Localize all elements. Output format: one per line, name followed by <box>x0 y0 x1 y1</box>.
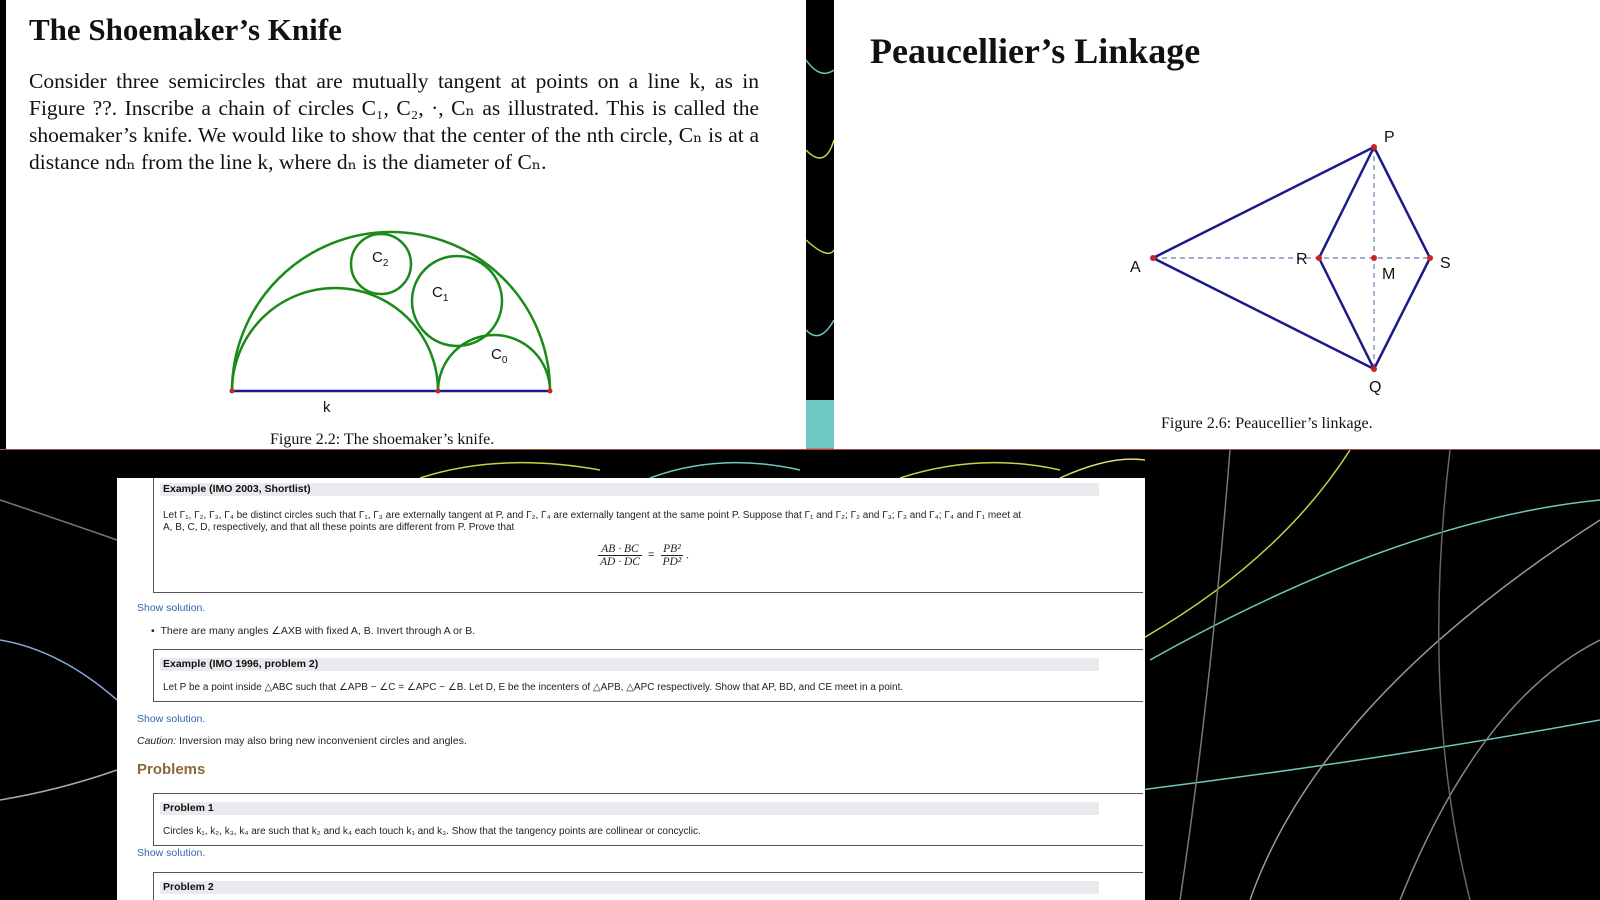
point-p <box>1371 144 1377 150</box>
slide-paragraph: Consider three semicircles that are mutually tangent at points on a line k, as in Figure ??. Inscribe a chain of circles C₁, C₂, ·, Cₙ as illustrated. This is called the shoemaker’s knife. We would like to show that the center of the nth circle, Cₙ is at a distance ndₙ from the line k, where dₙ is the diameter of Cₙ. <box>29 69 759 174</box>
shoemakers-knife-figure <box>6 220 806 430</box>
caution-note <box>137 735 467 747</box>
slide-title: The Shoemaker’s Knife <box>29 12 342 47</box>
fraction-left-numerator: AB · BC <box>598 543 642 556</box>
label-k: k <box>323 399 331 416</box>
display-equation <box>598 543 689 568</box>
peaucellier-figure <box>834 0 1600 449</box>
hint-text: There are many angles ∠AXB with fixed A, B. Invert through A or B. <box>160 625 476 637</box>
point-r <box>1316 255 1322 261</box>
point-q <box>1371 366 1377 372</box>
problems-heading: Problems <box>137 761 206 778</box>
label-a: A <box>1130 259 1141 276</box>
point-a <box>1150 255 1156 261</box>
label-p: P <box>1384 129 1395 146</box>
caution-text: Inversion may also bring new inconvenient circles and angles. <box>176 735 467 747</box>
equals-sign: = <box>648 549 655 562</box>
left-semicircle <box>232 288 438 391</box>
label-m: M <box>1382 266 1396 283</box>
example-heading: Example (IMO 1996, problem 2) <box>160 658 1099 671</box>
caution-label: Caution: <box>137 735 177 747</box>
point-m <box>1371 255 1377 261</box>
fraction-left-denominator: AD · DC <box>600 556 640 568</box>
point-right <box>548 389 553 394</box>
problem-statement: Circles k₁, k₂, k₃, k₄ are such that k₂ and k₄ each touch k₁ and k₃. Show that the tangency points are collinear or concyclic. <box>163 826 701 837</box>
slide-shoemakers-knife <box>0 0 806 449</box>
point-left <box>230 389 235 394</box>
figure-caption: Figure 2.2: The shoemaker’s knife. <box>270 431 495 448</box>
right-semicircle <box>438 335 550 391</box>
fraction-right <box>661 543 684 568</box>
label-r: R <box>1296 251 1308 268</box>
example-box-imo-2003 <box>153 478 1143 593</box>
show-solution-link[interactable]: Show solution. <box>137 602 206 614</box>
point-s <box>1427 255 1433 261</box>
label-c2: $C_2$ <box>372 249 389 269</box>
equation-period: . <box>686 549 690 562</box>
example-statement <box>163 510 1103 534</box>
slide-title: Peaucellier’s Linkage <box>870 31 1201 71</box>
problem-heading: Problem 1 <box>160 802 1099 815</box>
label-q: Q <box>1369 379 1382 396</box>
problem-box-1 <box>153 793 1143 846</box>
circle-c1 <box>412 256 502 346</box>
label-s: S <box>1440 255 1451 272</box>
show-solution-link[interactable]: Show solution. <box>137 713 206 725</box>
label-c1: $C_1$ <box>432 284 449 304</box>
fraction-right-numerator: PB² <box>661 543 684 556</box>
example-statement: Let P be a point inside △ABC such that ∠APB − ∠C = ∠APC − ∠B. Let D, E be the incenters of △APB, △APC respectively. Show that AP, BD, and CE meet in a point. <box>163 682 904 693</box>
problem-heading: Problem 2 <box>160 881 1099 894</box>
example-box-imo-1996 <box>153 649 1143 702</box>
statement-line-2: A, B, C, D, respectively, and that all these points are different from P. Prove that <box>163 522 515 533</box>
point-middle <box>436 389 441 394</box>
statement-line-1: Let Γ₁, Γ₂, Γ₃, Γ₄ be distinct circles such that Γ₁, Γ₃ are externally tangent at P, and Γ₂, Γ₄ are externally tangent at the same point P. Suppose that Γ₁ and Γ₂; Γ₂ and Γ₃; Γ₃ and Γ₄; Γ₄ and Γ₁ meet at <box>163 510 1022 521</box>
outer-semicircle <box>232 232 550 391</box>
figure-caption: Figure 2.6: Peaucellier’s linkage. <box>1161 415 1373 432</box>
example-heading: Example (IMO 2003, Shortlist) <box>160 483 1099 496</box>
bullet-icon: • <box>151 625 161 637</box>
show-solution-link[interactable]: Show solution. <box>137 847 206 859</box>
fraction-left <box>598 543 642 568</box>
label-c0: $C_0$ <box>491 346 508 366</box>
problem-box-2 <box>153 872 1143 900</box>
fraction-right-denominator: PD² <box>662 556 682 568</box>
article-page <box>117 478 1145 900</box>
slide-peaucellier-linkage <box>834 0 1600 449</box>
hint-bullet <box>151 625 475 637</box>
